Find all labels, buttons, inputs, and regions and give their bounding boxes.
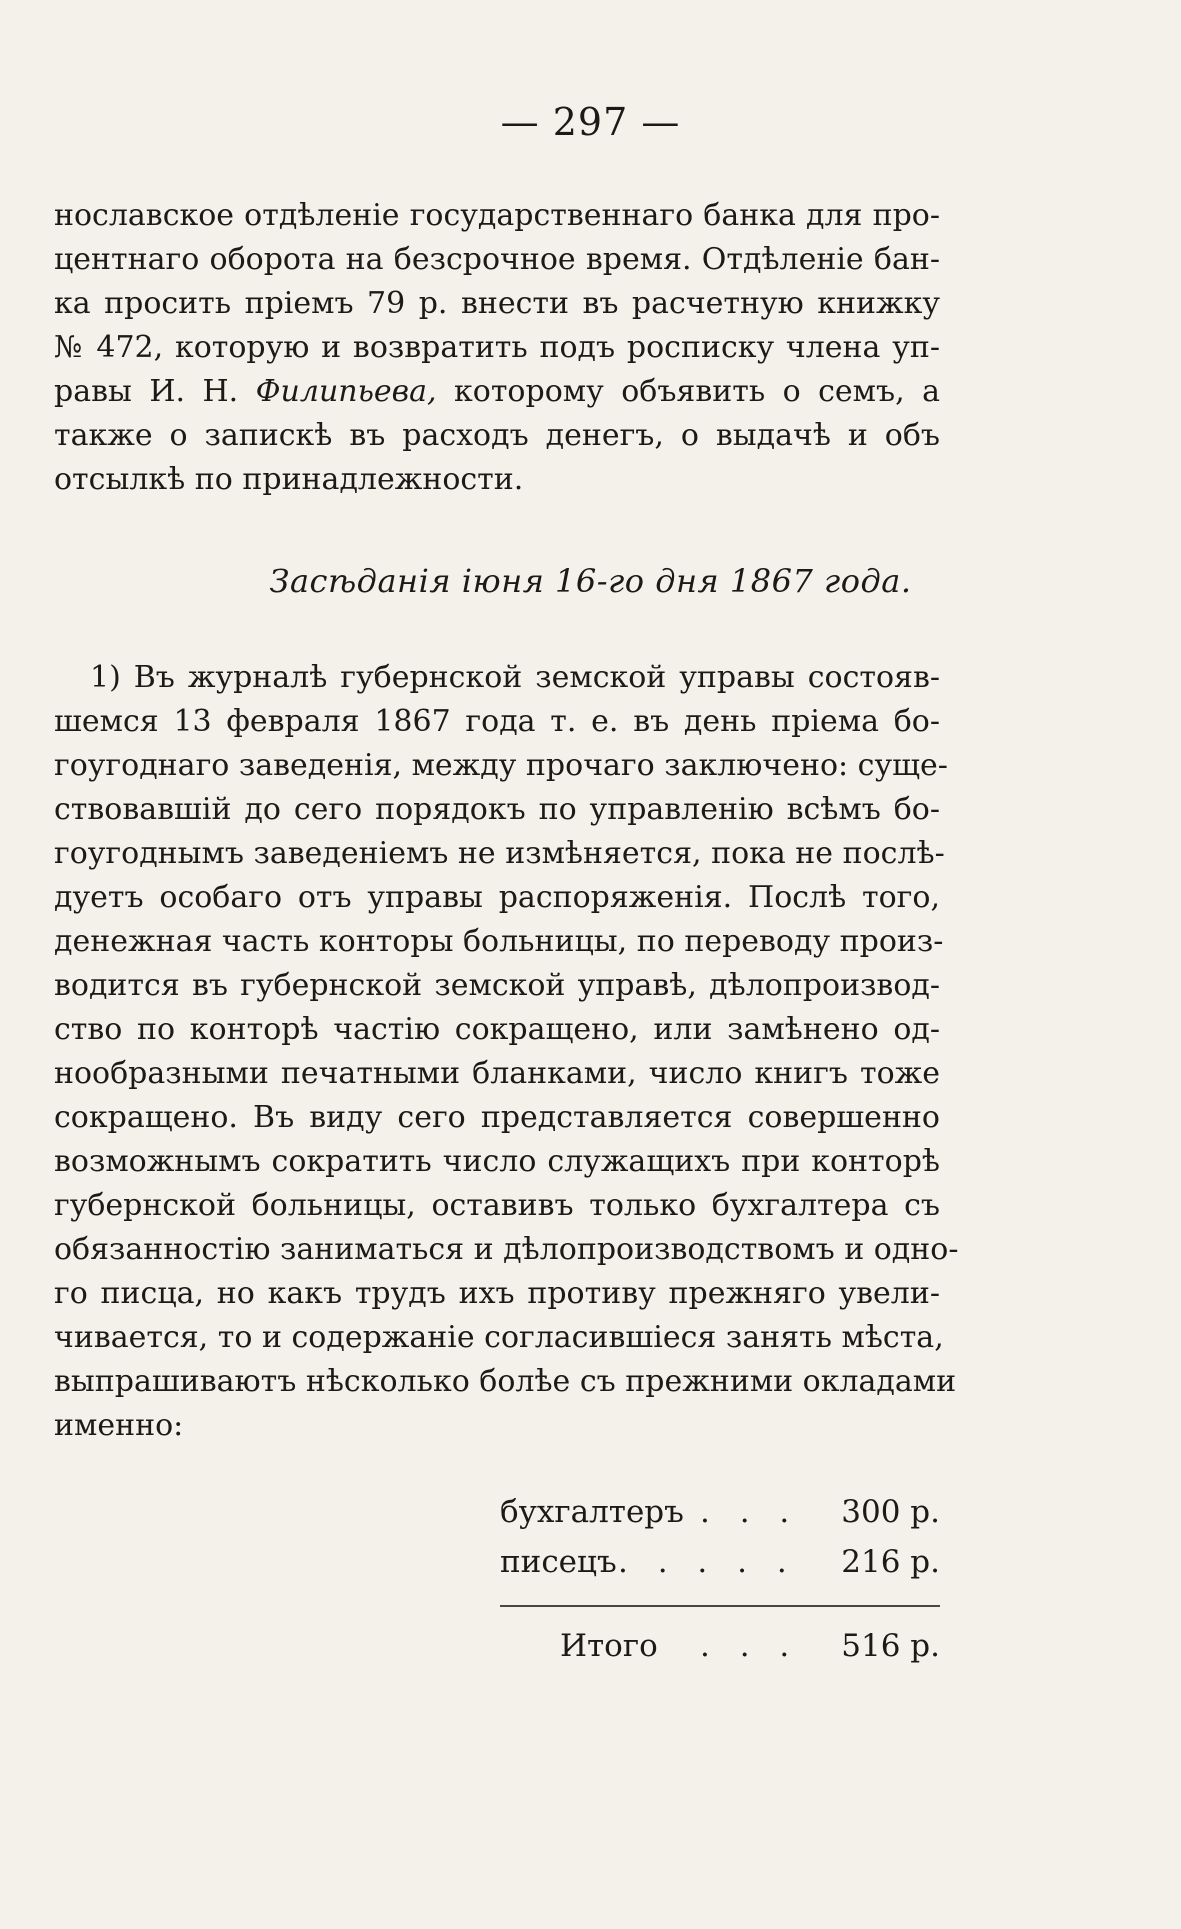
text-line: гоугоднаго заведенія, между прочаго заключено: суще- bbox=[54, 748, 948, 783]
ledger-dots: . . . bbox=[700, 1628, 800, 1664]
ledger-amount: 216 р. bbox=[841, 1544, 940, 1580]
text-line: № 472, которую и возвратить подъ росписку члена уп- bbox=[54, 330, 940, 365]
text-line: чивается, то и содержаніе согласившіеся занять мѣста, bbox=[54, 1320, 944, 1355]
text-line-with-name bbox=[54, 370, 940, 414]
paragraph-continuation bbox=[54, 194, 940, 502]
ledger-dots: . . . . . bbox=[618, 1544, 797, 1580]
text-line: возможнымъ сократить число служащихъ при конторѣ bbox=[54, 1144, 940, 1179]
text-line: ка просить пріемъ 79 р. внести въ расчетную книжку bbox=[54, 286, 940, 321]
text-line: сокращено. Въ виду сего представляется совершенно bbox=[54, 1100, 940, 1135]
text-line: центнаго оборота на безсрочное время. Отдѣленіе бан- bbox=[54, 242, 940, 277]
text-line: нославское отдѣленіе государственнаго банка для про- bbox=[54, 198, 940, 233]
page-number: — 297 — bbox=[500, 100, 681, 144]
ledger-amount: 300 р. bbox=[841, 1494, 940, 1530]
ledger-row-bookkeeper bbox=[500, 1494, 940, 1538]
sum-rule bbox=[500, 1605, 940, 1607]
total-label: Итого bbox=[560, 1628, 658, 1664]
text-line: также о запискѣ въ расходъ денегъ, о выдачѣ и объ bbox=[54, 418, 940, 453]
text-line: дуетъ особаго отъ управы распоряженія. Послѣ того, bbox=[54, 880, 940, 915]
text-line: денежная часть конторы больницы, по переводу произ- bbox=[54, 924, 944, 959]
ledger-label: писецъ bbox=[500, 1544, 617, 1580]
text-line: шемся 13 февраля 1867 года т. е. въ день пріема бо- bbox=[54, 704, 940, 739]
text-line: ство по конторѣ частію сокращено, или замѣнено од- bbox=[54, 1012, 940, 1047]
section-heading: Засѣданія іюня 16-го дня 1867 года. bbox=[269, 562, 912, 600]
text-fragment: равы И. Н. bbox=[54, 374, 256, 409]
text-line: отсылкѣ по принадлежности. bbox=[54, 462, 524, 497]
ledger-dots: . . . bbox=[700, 1494, 800, 1530]
text-line: обязанностію заниматься и дѣлопроизводствомъ и одно- bbox=[54, 1232, 959, 1267]
text-line: гоугоднымъ заведеніемъ не измѣняется, пока не послѣ- bbox=[54, 836, 945, 871]
paragraph-main bbox=[54, 656, 959, 1448]
text-line: 1) Въ журналѣ губернской земской управы состояв- bbox=[90, 660, 940, 695]
text-line: ствовавшій до сего порядокъ по управленію всѣмъ бо- bbox=[54, 792, 940, 827]
surname-italic: Филипьева, bbox=[255, 374, 437, 409]
text-line: водится въ губернской земской управѣ, дѣлопроизвод- bbox=[54, 968, 940, 1003]
text-line: нообразными печатными бланками, число книгъ тоже bbox=[54, 1056, 940, 1091]
text-fragment: которому объявить о семъ, а bbox=[436, 374, 940, 409]
text-line: го писца, но какъ трудъ ихъ противу прежняго увели- bbox=[54, 1276, 940, 1311]
total-amount: 516 р. bbox=[841, 1628, 940, 1664]
text-line: губернской больницы, оставивъ только бухгалтера съ bbox=[54, 1188, 940, 1223]
ledger-total-row bbox=[560, 1628, 940, 1672]
ledger-label: бухгалтеръ bbox=[500, 1494, 684, 1530]
ledger-row-clerk bbox=[500, 1544, 940, 1588]
text-line: именно: bbox=[54, 1408, 184, 1443]
text-line: выпрашиваютъ нѣсколько болѣе съ прежними окладами bbox=[54, 1364, 957, 1399]
